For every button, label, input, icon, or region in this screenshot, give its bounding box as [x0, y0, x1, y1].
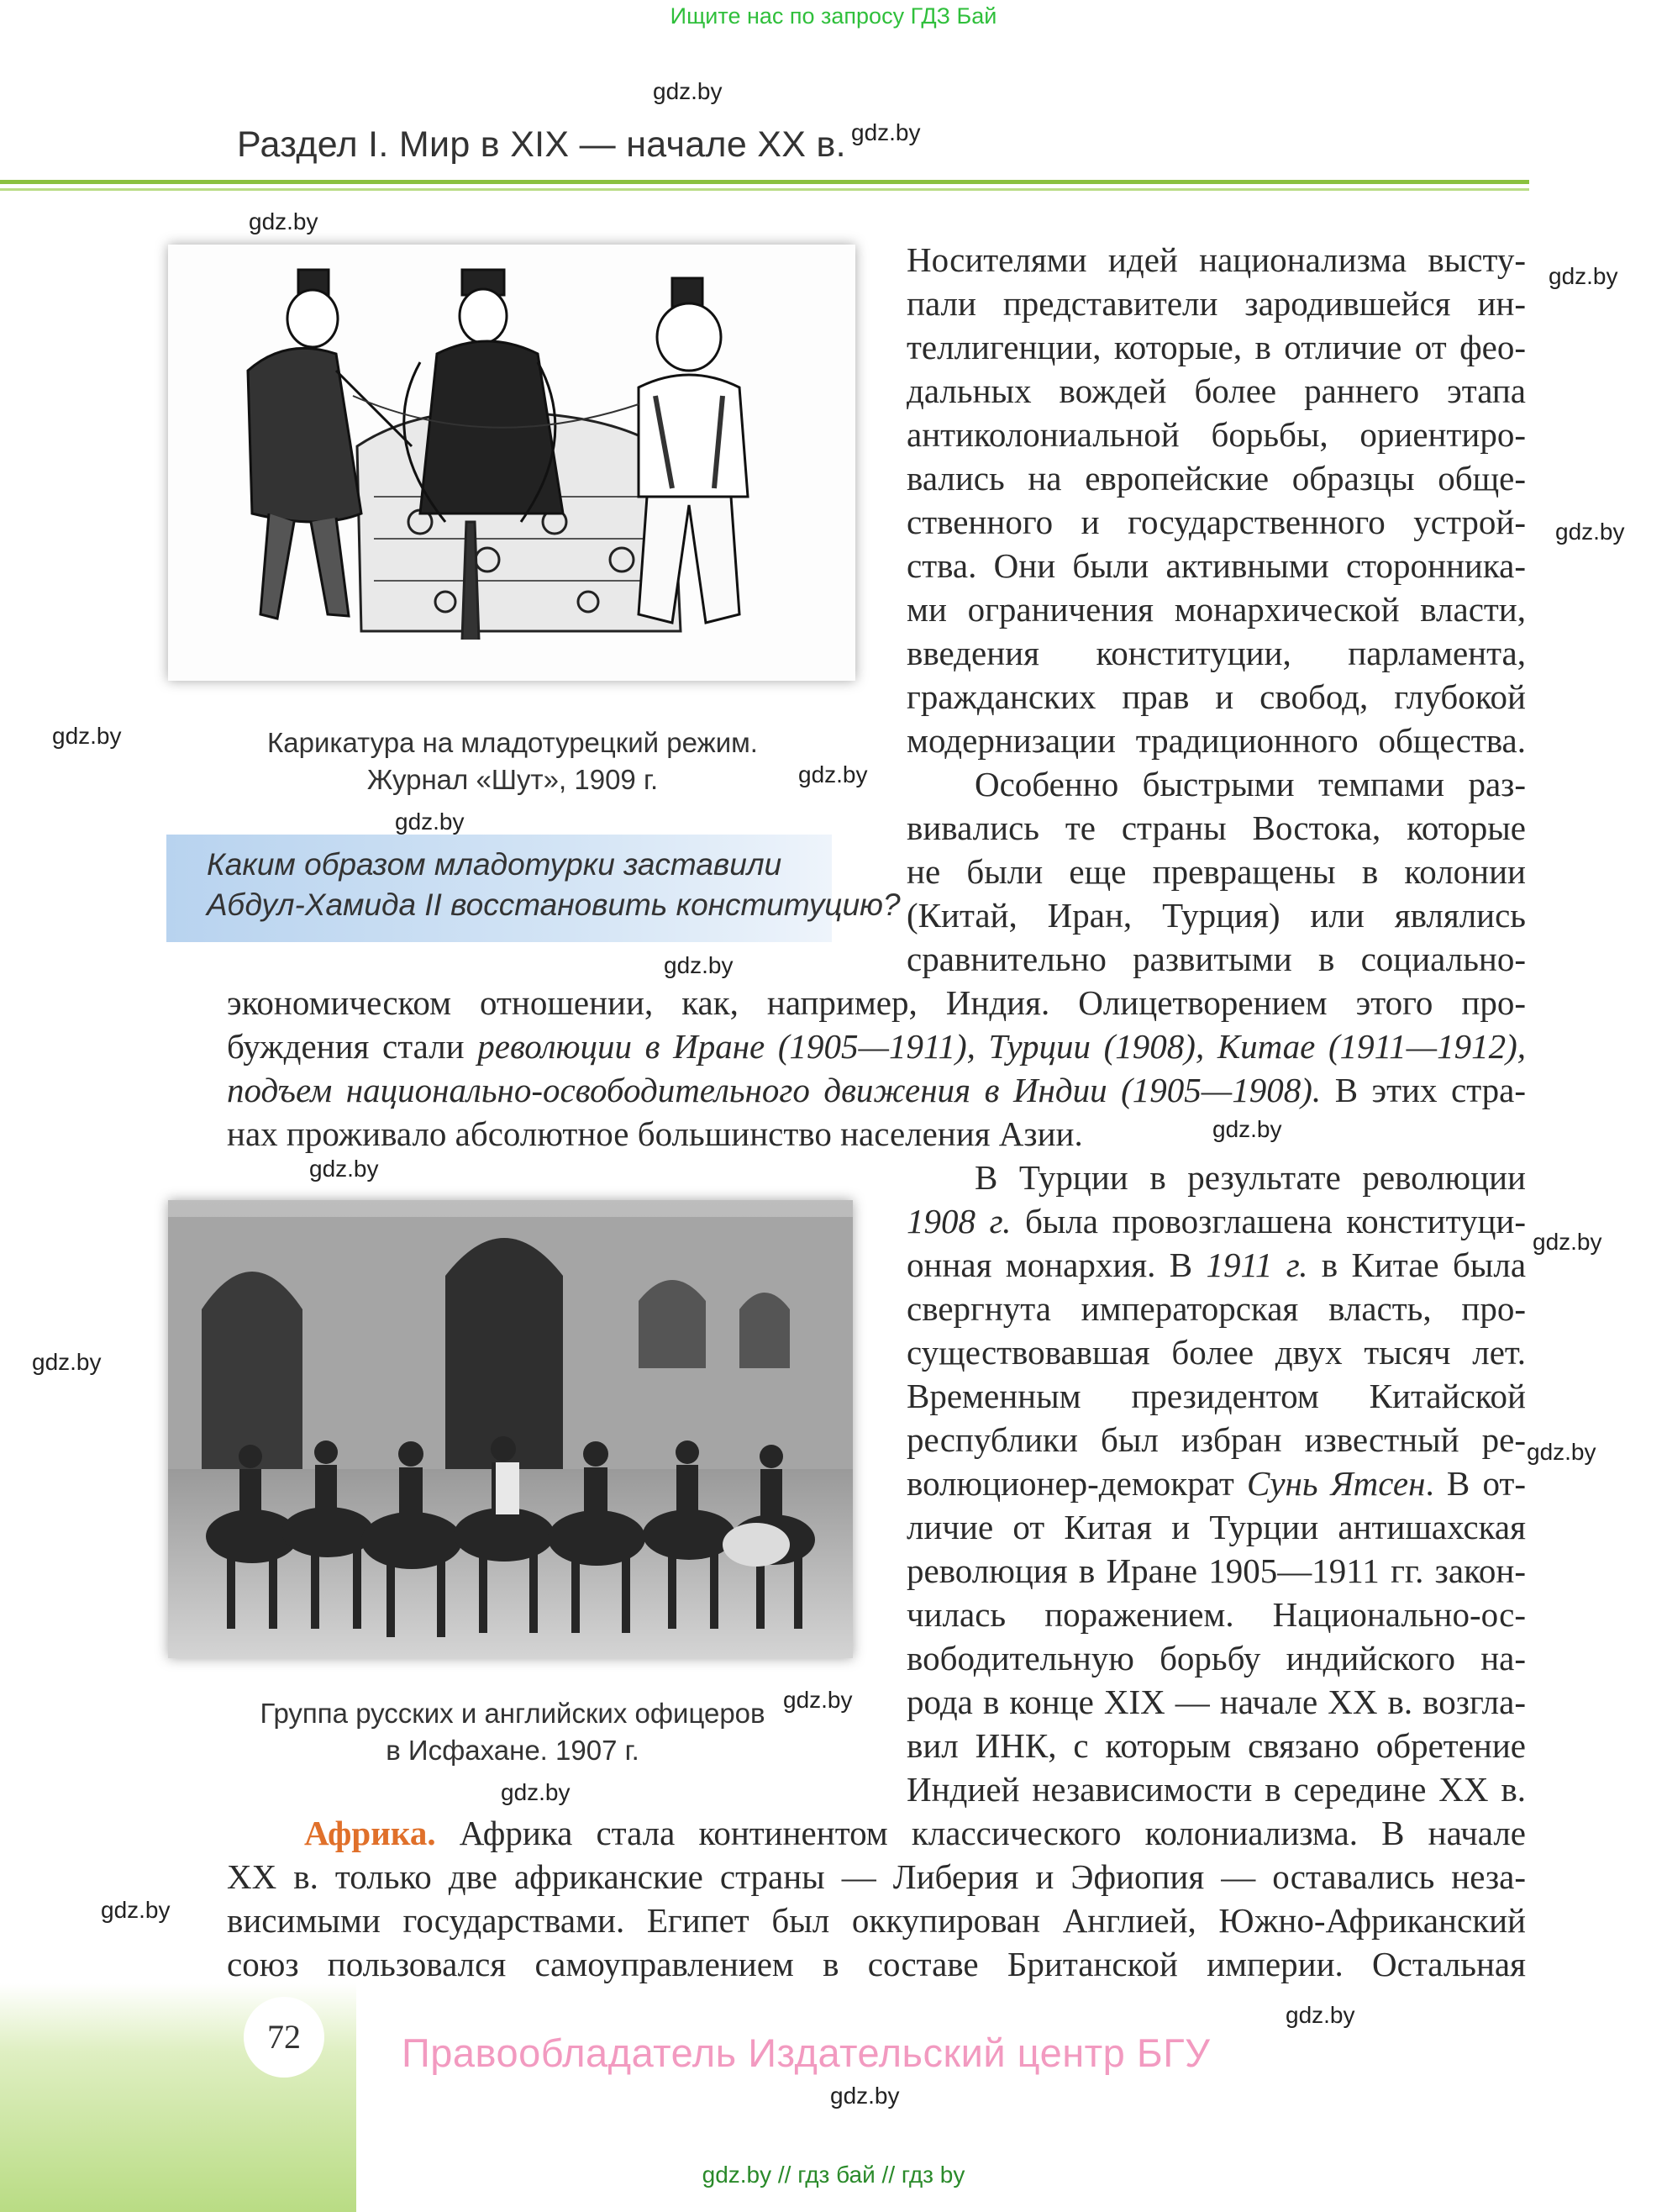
watermark: gdz.by [851, 119, 921, 145]
text-line: дальных вождей более раннего этапа [907, 371, 1526, 410]
section-header: Раздел I. Мир в XIX — начале XX в. [237, 124, 846, 165]
text-line: В Турции в результате революции [975, 1158, 1526, 1197]
watermark: gdz.by [1533, 1229, 1602, 1255]
top-banner: Ищите нас по запросу ГДЗ Бай [670, 3, 997, 29]
italic-span: Сунь Ятсен [1246, 1464, 1426, 1503]
text-line: личие от Китая и Турции антишахская [907, 1508, 1526, 1546]
caption-line: Карикатура на младотурецкий режим. [267, 727, 758, 758]
text-line [907, 1199, 1526, 1243]
bottom-links[interactable]: gdz.by // гдз бай // гдз by [702, 2162, 965, 2188]
figure-photo-caption [151, 1695, 874, 1769]
text-line: рода в конце XIX — начале XX в. возгла- [907, 1683, 1526, 1721]
text-span: онная монархия. В [907, 1246, 1207, 1284]
hookah [462, 522, 479, 640]
text-line [227, 1024, 1526, 1068]
text-line: Особенно быстрыми темпами раз- [975, 765, 1526, 803]
text-line [907, 1462, 1526, 1505]
text-line: вивались те страны Востока, которые [907, 808, 1526, 847]
text-line: нах проживало абсолютное большинство населения Азии. [227, 1114, 1083, 1153]
question-text [207, 845, 901, 925]
watermark: gdz.by [501, 1779, 571, 1805]
caption-line: Журнал «Шут», 1909 г. [366, 764, 659, 795]
caricature-illustration [168, 245, 855, 681]
italic-span: подъем национально-освободительного движения в Индии (1905—1908). [227, 1071, 1322, 1109]
caption-line: в Исфахане. 1907 г. [386, 1735, 639, 1766]
text-line: ми ограничения монархической власти, [907, 590, 1526, 629]
italic-span: 1911 г. [1206, 1246, 1308, 1284]
watermark: gdz.by [309, 1156, 379, 1182]
figure-caricature-caption [151, 724, 874, 798]
watermark: gdz.by [798, 761, 868, 787]
text-line: ства. Они были активными сторонника- [907, 546, 1526, 585]
text-line: ственного и государственного устрой- [907, 503, 1526, 541]
text-line: XX в. только две африканские страны — Либерия и Эфиопия — оставались неза- [227, 1857, 1526, 1896]
figure-caricature [168, 245, 855, 681]
photo-officers [168, 1200, 853, 1658]
text-line: вил ИНК, с которым связано обретение [907, 1726, 1526, 1765]
text-line: гражданских прав и свобод, глубокой [907, 677, 1526, 716]
watermark: gdz.by [1555, 519, 1625, 545]
text-line: Носителями идей национализма высту- [907, 240, 1526, 279]
text-line [907, 1243, 1526, 1287]
watermark: gdz.by [52, 723, 122, 749]
text-span: Африка стала континентом классического колониализма. В начале [435, 1814, 1526, 1852]
figure-photo [168, 1200, 853, 1658]
text-span: буждения стали [227, 1027, 478, 1066]
text-line: не были еще превращены в колонии [907, 852, 1526, 891]
watermark: gdz.by [830, 2083, 900, 2109]
italic-span: революции в Иране (1905—1911), Турции (1908), Китае (1911—1912), [477, 1027, 1526, 1066]
copyright-notice: Правообладатель Издательский центр БГУ [402, 2030, 1211, 2075]
text-line: союз пользовался самоуправлением в составе Британской империи. Остальная [227, 1945, 1526, 1983]
text-line: Индией независимости в середине XX в. [907, 1770, 1526, 1809]
text-line: экономическом отношении, как, например, Индия. Олицетворением этого про- [227, 983, 1526, 1022]
watermark: gdz.by [653, 78, 723, 104]
text-line: введения конституции, парламента, [907, 634, 1526, 672]
text-line: вободительную борьбу индийского на- [907, 1639, 1526, 1677]
text-line: теллигенции, которые, в отличие от фео- [907, 328, 1526, 366]
text-line: свергнута императорская власть, про- [907, 1289, 1526, 1328]
header-rule [0, 180, 1529, 184]
africa-heading: Африка. [304, 1814, 436, 1852]
text-span: была провозглашена конституци- [1011, 1202, 1526, 1240]
text-line: революция в Иране 1905—1911 гг. закон- [907, 1551, 1526, 1590]
italic-span: 1908 г. [907, 1202, 1012, 1240]
text-line: республики был избран известный ре- [907, 1420, 1526, 1459]
watermark: gdz.by [101, 1897, 171, 1923]
watermark: gdz.by [32, 1349, 102, 1375]
text-span: В этих стра- [1321, 1071, 1526, 1109]
text-line: антиколониальной борьбы, ориентиро- [907, 415, 1526, 454]
question-line: Каким образом младотурки заставили [207, 847, 782, 882]
text-line: Временным президентом Китайской [907, 1377, 1526, 1415]
watermark: gdz.by [664, 952, 734, 978]
question-line: Абдул-Хамида II восстановить конституцию? [207, 887, 901, 922]
header-rule-secondary [0, 188, 1529, 191]
watermark: gdz.by [1286, 2002, 1355, 2028]
text-line: (Китай, Иран, Турция) или являлись [907, 896, 1526, 935]
text-line: модернизации традиционного общества. [907, 721, 1526, 760]
watermark: gdz.by [1527, 1439, 1596, 1465]
watermark: gdz.by [395, 808, 465, 835]
watermark: gdz.by [249, 208, 318, 234]
text-line [304, 1811, 1526, 1855]
text-span: в Китае была [1307, 1246, 1527, 1284]
text-line: существовавшая более двух тысяч лет. [907, 1333, 1526, 1372]
watermark: gdz.by [1212, 1116, 1282, 1142]
caption-line: Группа русских и английских офицеров [260, 1698, 765, 1729]
text-line: висимыми государствами. Египет был оккупирован Англией, Южно-Африканский [227, 1901, 1526, 1940]
text-span: . В от- [1425, 1464, 1527, 1503]
watermark: gdz.by [1549, 263, 1618, 289]
text-line: вались на европейские образцы обще- [907, 459, 1526, 498]
page-number: 72 [244, 1997, 324, 2078]
text-line: чилась поражением. Национально-ос- [907, 1595, 1526, 1634]
text-span: волюционер-демократ [907, 1464, 1247, 1503]
text-line [227, 1068, 1526, 1112]
text-line: сравнительно развитыми в социально- [907, 940, 1526, 978]
text-line: пали представители зародившейся ин- [907, 284, 1526, 323]
watermark: gdz.by [783, 1687, 853, 1713]
